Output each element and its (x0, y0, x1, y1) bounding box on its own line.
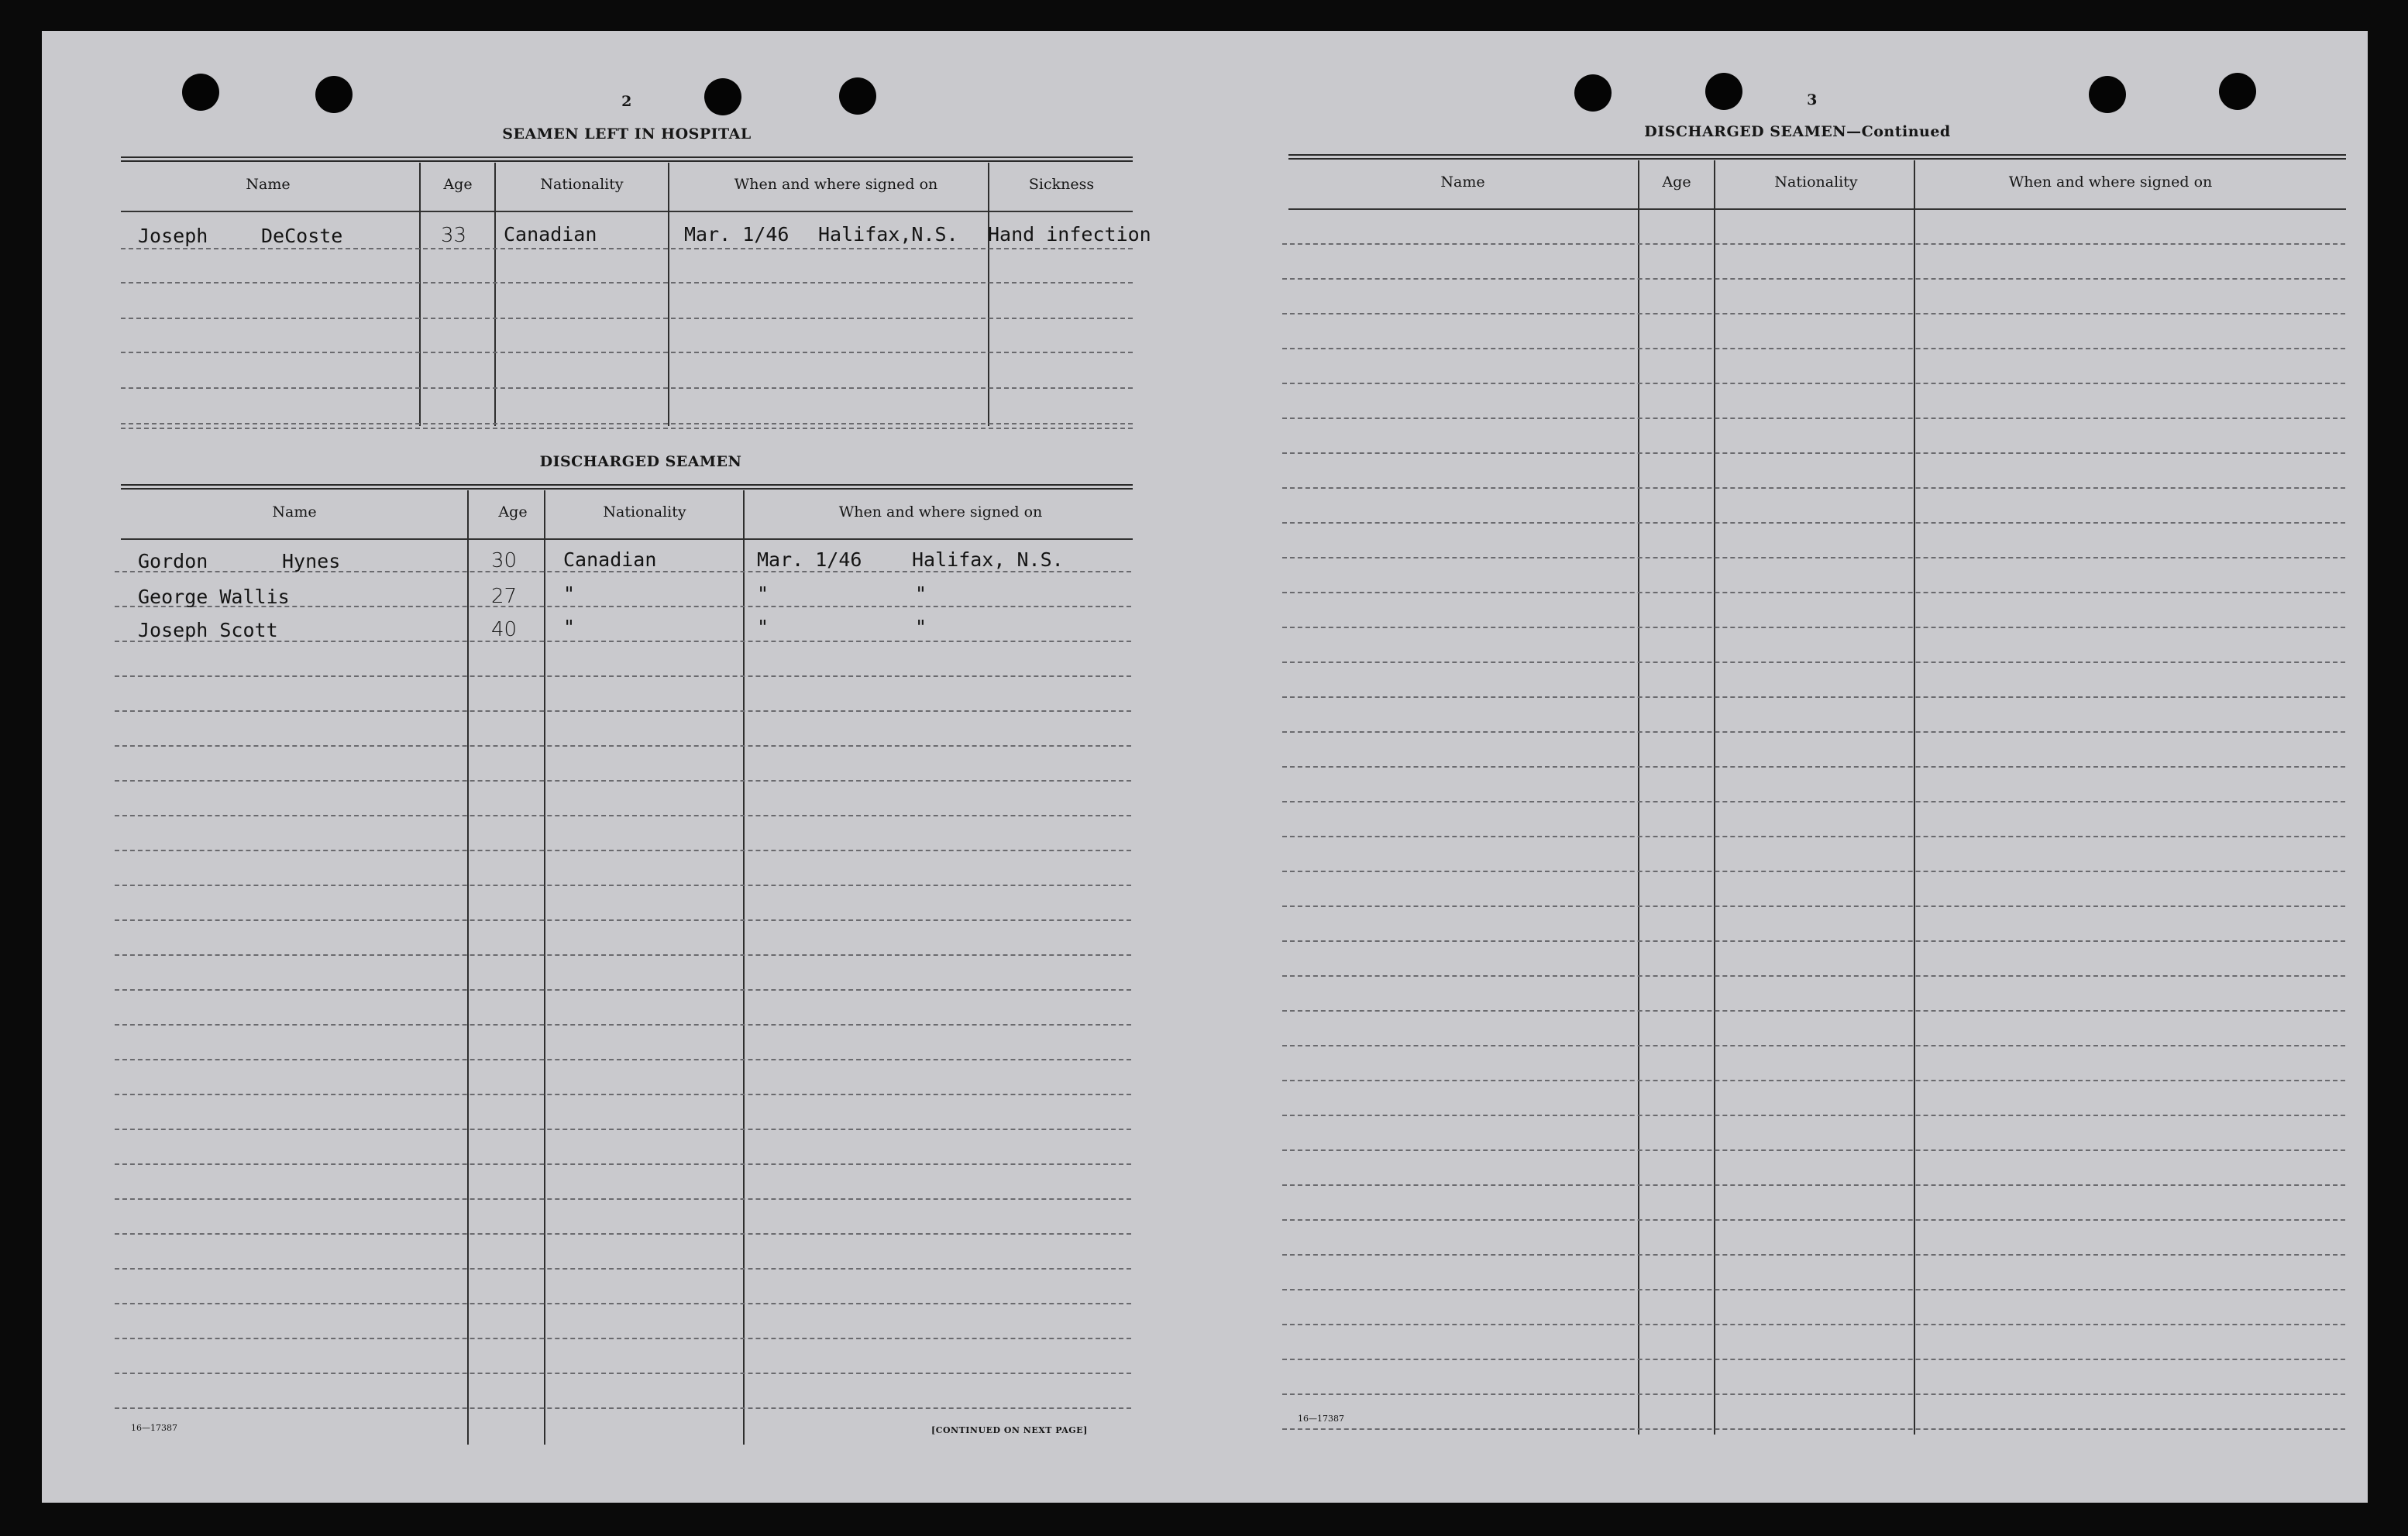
punch-hole (182, 74, 219, 111)
discharged-col-nationality: Nationality (603, 503, 686, 521)
ledger-row-rule (1282, 801, 2345, 802)
ledger-sheet (42, 31, 2368, 1503)
ledger-row-rule (1282, 1010, 2345, 1012)
ledger-row-rule (115, 919, 1131, 921)
column-divider (494, 163, 496, 426)
ledger-row-rule (1282, 1115, 2345, 1116)
hospital-name-first: Joseph (138, 225, 208, 247)
ledger-row-rule (1282, 1254, 2345, 1256)
ledger-row-rule (1282, 627, 2345, 628)
hospital-name-last: DeCoste (261, 225, 343, 247)
discharged-name: Gordon (138, 550, 208, 572)
right-top-rule (1288, 158, 2346, 160)
hospital-nationality: Canadian (504, 223, 597, 246)
hospital-row-rule (121, 282, 1133, 283)
right-section-title: DISCHARGED SEAMEN—Continued (1644, 123, 1951, 140)
ledger-row-rule (1282, 696, 2345, 698)
hospital-sickness: Hand infection (988, 223, 1151, 246)
discharged-age: 27 (491, 585, 518, 608)
right-top-rule (1288, 154, 2346, 156)
discharged-name-surname: Hynes (282, 550, 341, 572)
discharged-signed-date: " (757, 616, 769, 638)
left-page-number: 2 (621, 93, 632, 110)
hospital-row-rule (121, 318, 1133, 319)
ledger-row-rule (1282, 766, 2345, 768)
ledger-row-rule (115, 675, 1131, 677)
ledger-row-rule (115, 885, 1131, 886)
ledger-row-rule (1282, 418, 2345, 419)
hospital-col-nationality: Nationality (540, 176, 624, 193)
punch-hole (704, 78, 741, 115)
hospital-col-age: Age (443, 176, 473, 193)
ledger-row-rule (115, 710, 1131, 712)
hospital-row-rule (121, 387, 1133, 389)
ledger-row-rule (1282, 1289, 2345, 1290)
discharged-header-rule (121, 538, 1133, 540)
hospital-section-title: SEAMEN LEFT IN HOSPITAL (502, 125, 752, 143)
ledger-row-rule (1282, 975, 2345, 977)
discharged-name: Joseph Scott (138, 619, 278, 641)
hospital-age: 33 (441, 224, 467, 247)
right-col-name: Name (1440, 174, 1485, 191)
ledger-row-rule (1282, 278, 2345, 280)
ledger-row-rule (1282, 1324, 2345, 1325)
ledger-row-rule (1282, 348, 2345, 349)
punch-hole (315, 76, 353, 113)
ledger-row-rule (1282, 557, 2345, 558)
ledger-row-rule (115, 1059, 1131, 1060)
ledger-row-rule (1282, 383, 2345, 384)
ledger-row-rule (1282, 661, 2345, 663)
column-divider (467, 490, 469, 1445)
hospital-col-sickness: Sickness (1028, 176, 1095, 193)
hospital-row-rule (121, 428, 1133, 429)
discharged-signed-date: " (757, 582, 769, 605)
ledger-row-rule (115, 1338, 1131, 1339)
ledger-row-rule (1282, 940, 2345, 942)
hospital-top-rule (121, 156, 1133, 158)
hospital-header-rule (121, 211, 1133, 212)
ledger-row-rule (1282, 487, 2345, 489)
right-col-nationality: Nationality (1774, 174, 1858, 191)
ledger-row-rule (115, 1094, 1131, 1095)
ledger-row-rule (1282, 1149, 2345, 1151)
ledger-row-rule (1282, 905, 2345, 907)
hospital-signed-place: Halifax,N.S. (818, 223, 958, 246)
ledger-row-rule (1282, 731, 2345, 733)
ledger-row-rule (1282, 522, 2345, 524)
discharged-signed-date: Mar. 1/46 (757, 548, 862, 571)
ledger-row-rule (115, 1129, 1131, 1130)
discharged-top-rule (121, 484, 1133, 486)
ledger-row-rule (1282, 1393, 2345, 1395)
column-divider (988, 163, 989, 426)
hospital-top-rule (121, 160, 1133, 162)
ledger-row-rule (1282, 243, 2345, 245)
ledger-row-rule (115, 571, 1131, 572)
discharged-signed-place: " (915, 582, 927, 605)
hospital-col-name: Name (246, 176, 291, 193)
ledger-row-rule (1282, 1428, 2345, 1430)
right-form-number: 16—17387 (1298, 1414, 1344, 1424)
discharged-col-age: Age (498, 503, 528, 521)
discharged-col-name: Name (272, 503, 317, 521)
discharged-age: 30 (491, 549, 518, 572)
ledger-row-rule (1282, 1219, 2345, 1221)
ledger-row-rule (115, 745, 1131, 747)
right-col-age: Age (1662, 174, 1691, 191)
left-form-number: 16—17387 (131, 1423, 177, 1433)
ledger-row-rule (115, 1303, 1131, 1304)
ledger-row-rule (115, 780, 1131, 782)
ledger-row-rule (1282, 836, 2345, 837)
ledger-row-rule (115, 1407, 1131, 1409)
ledger-row-rule (1282, 1359, 2345, 1360)
punch-hole (1574, 74, 1612, 112)
discharged-signed-place: " (915, 616, 927, 638)
discharged-col-signed-on: When and where signed on (838, 503, 1043, 521)
ledger-row-rule (115, 1198, 1131, 1200)
ledger-row-rule (115, 1268, 1131, 1270)
ledger-row-rule (1282, 1045, 2345, 1046)
ledger-row-rule (115, 1024, 1131, 1026)
column-divider (1714, 160, 1715, 1435)
ledger-row-rule (1282, 592, 2345, 593)
ledger-row-rule (115, 1373, 1131, 1374)
ledger-row-rule (115, 1163, 1131, 1165)
column-divider (419, 163, 421, 426)
discharged-top-rule (121, 488, 1133, 490)
discharged-nationality: " (563, 582, 576, 605)
column-divider (668, 163, 669, 426)
hospital-signed-date: Mar. 1/46 (684, 223, 789, 246)
ledger-row-rule (1282, 313, 2345, 314)
column-divider (1914, 160, 1915, 1435)
ledger-row-rule (115, 1233, 1131, 1235)
hospital-row-rule (121, 423, 1133, 424)
column-divider (743, 490, 745, 1445)
hospital-col-signed-on: When and where signed on (734, 176, 938, 193)
discharged-age: 40 (491, 618, 518, 641)
right-col-signed-on: When and where signed on (2008, 174, 2213, 191)
right-header-rule (1288, 208, 2346, 210)
discharged-section-title: DISCHARGED SEAMEN (539, 453, 742, 470)
ledger-row-rule (1282, 871, 2345, 872)
hospital-row-rule (121, 352, 1133, 353)
discharged-name: George Wallis (138, 586, 290, 608)
punch-hole (2089, 76, 2126, 113)
column-divider (544, 490, 545, 1445)
right-page-number: 3 (1807, 91, 1818, 108)
ledger-row-rule (115, 989, 1131, 991)
column-divider (1638, 160, 1639, 1435)
ledger-row-rule (1282, 452, 2345, 454)
punch-hole (839, 77, 876, 115)
hospital-row-rule (121, 248, 1133, 249)
punch-hole (2219, 73, 2256, 110)
discharged-nationality: " (563, 616, 576, 638)
ledger-row-rule (115, 815, 1131, 816)
discharged-nationality: Canadian (563, 548, 657, 571)
ledger-row-rule (1282, 1080, 2345, 1081)
continued-note: [CONTINUED ON NEXT PAGE] (931, 1425, 1088, 1435)
ledger-row-rule (1282, 1184, 2345, 1186)
punch-hole (1705, 73, 1742, 110)
ledger-row-rule (115, 954, 1131, 956)
discharged-signed-place: Halifax, N.S. (912, 548, 1064, 571)
ledger-row-rule (115, 850, 1131, 851)
